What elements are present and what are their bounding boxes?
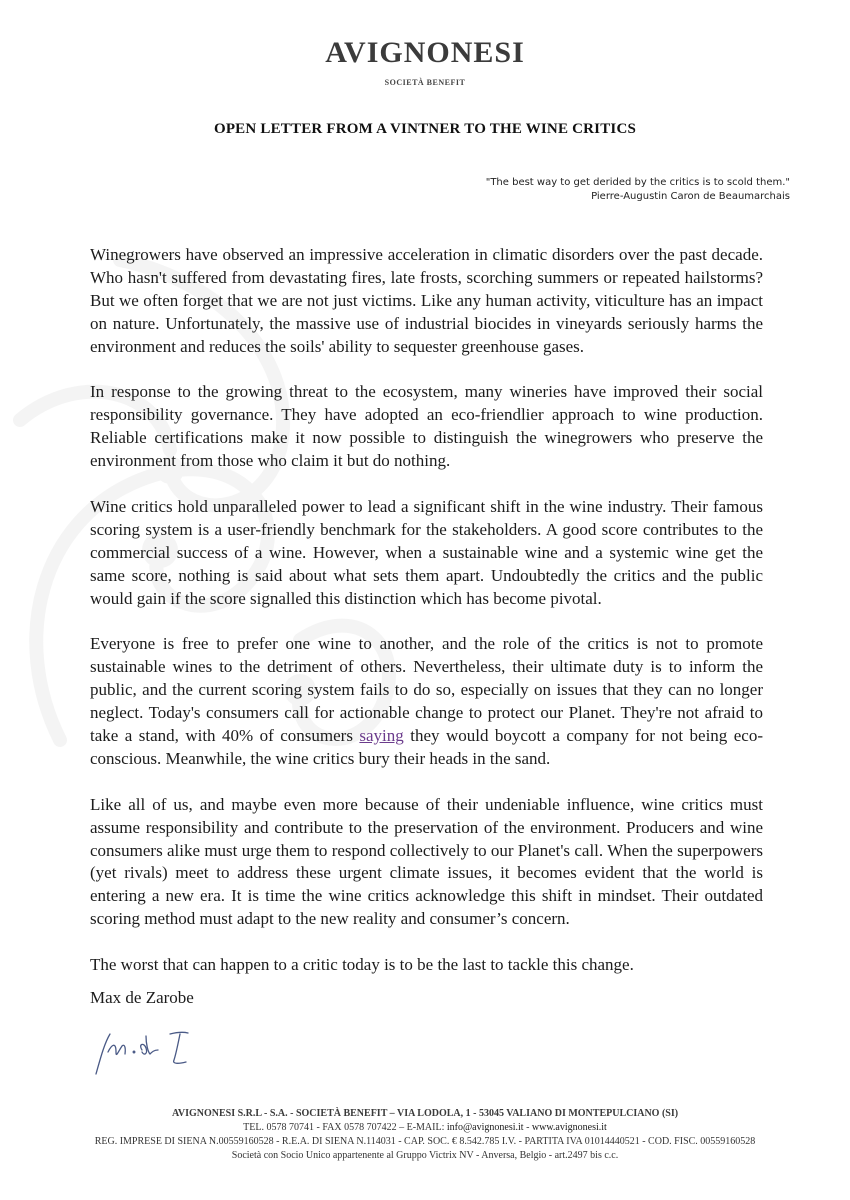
- paragraph-4-text-b: they would boycott a company for not being eco-conscious. Meanwhile, the wine critics bury their heads in the sand.: [90, 725, 764, 768]
- footer-separator: -: [523, 1122, 532, 1133]
- brand-subtitle: SOCIETÀ BENEFIT: [384, 78, 466, 87]
- handwritten-signature: [88, 1022, 208, 1082]
- epigraph: [486, 176, 790, 204]
- footer-ownership: Società con Socio Unico appartenente al Gruppo Victrix NV - Anversa, Belgio - art.2497 bis c.c.: [231, 1150, 619, 1161]
- paragraph-4: [90, 633, 763, 770]
- paragraph-6: The worst that can happen to a critic today is to be the last to tackle this change.: [90, 955, 634, 975]
- footer-contacts: [0, 1121, 850, 1135]
- paragraph-3: Wine critics hold unparalleled power to lead a significant shift in the wine industry. Their famous scoring system is a user-friendly benchmark for the stakeholders. A good score contributes to the commercial success of a wine. However, when a sustainable wine and a systemic wine get the same score, nothing is said about what sets them apart. Undoubtedly the critics and the public would gain if the score signalled this distinction which has become pivotal.: [90, 496, 763, 608]
- letter-body: [90, 244, 763, 1000]
- footer-email[interactable]: info@avignonesi.it: [446, 1122, 524, 1133]
- footer-phone-fax: TEL. 0578 70741 - FAX 0578 707422 – E-MAIL:: [243, 1122, 447, 1133]
- footer-registration: REG. IMPRESE DI SIENA N.00559160528 - R.E.A. DI SIENA N.114031 - CAP. SOC. € 8.542.785 I.V. - PARTITA IVA 01014440521 - COD. FISC. 00559160528: [94, 1136, 756, 1147]
- paragraph-4-text-a: Everyone is free to prefer one wine to another, and the role of the critics is not to promote sustainable wines to the detriment of others. Nevertheless, their ultimate duty is to inform the public, and the current scoring system fails to do so, especially on issues that they can no longer neglect. Today's consumers call for actionable change to protect our Planet. They're not afraid to take a stand, with 40% of consumers: [90, 634, 763, 745]
- epigraph-author: Pierre-Augustin Caron de Beaumarchais: [591, 191, 790, 202]
- paragraph-1: Winegrowers have observed an impressive acceleration in climatic disorders over the past decade. Who hasn't suffered from devastating fires, late frosts, scorching summers or repeated hailstorms? But we often forget that we are not just victims. Like any human activity, viticulture has an impact on nature. Unfortunately, the massive use of industrial biocides in vineyards seriously harms the environment and reduces the soils' ability to sequester greenhouse gases.: [90, 245, 763, 356]
- paragraph-5: Like all of us, and maybe even more because of their undeniable influence, wine critics must assume responsibility and contribute to the preservation of the environment. Producers and wine consumers alike must urge them to respond collectively to our Planet's call. When the superpowers (yet rivals) meet to address these urgent climate issues, it becomes evident that the world is entering a new era. It is time the wine critics acknowledge this shift in mindset. Their outdated scoring method must adapt to the new reality and consumer’s concern.: [90, 794, 763, 929]
- brand-logo: AVIGNONESI: [325, 36, 525, 69]
- saying-link[interactable]: saying: [359, 725, 404, 745]
- letter-title: OPEN LETTER FROM A VINTNER TO THE WINE CRITICS: [213, 121, 637, 137]
- epigraph-quote: "The best way to get derided by the critics is to scold them.": [485, 177, 790, 188]
- paragraph-2: In response to the growing threat to the ecosystem, many wineries have improved their social responsibility governance. They have adopted an eco-friendlier approach to wine production. Reliable certifications make it now possible to distinguish the winegrowers who preserve the environment from those who claim it but do nothing.: [90, 382, 763, 471]
- footer-website[interactable]: www.avignonesi.it: [531, 1122, 607, 1133]
- footer-address: AVIGNONESI S.R.L - S.A. - SOCIETÀ BENEFIT – VIA LODOLA, 1 - 53045 VALIANO DI MONTEPULCIANO (SI): [171, 1108, 679, 1119]
- signoff-name: Max de Zarobe: [90, 988, 194, 1007]
- company-footer: [0, 1107, 850, 1163]
